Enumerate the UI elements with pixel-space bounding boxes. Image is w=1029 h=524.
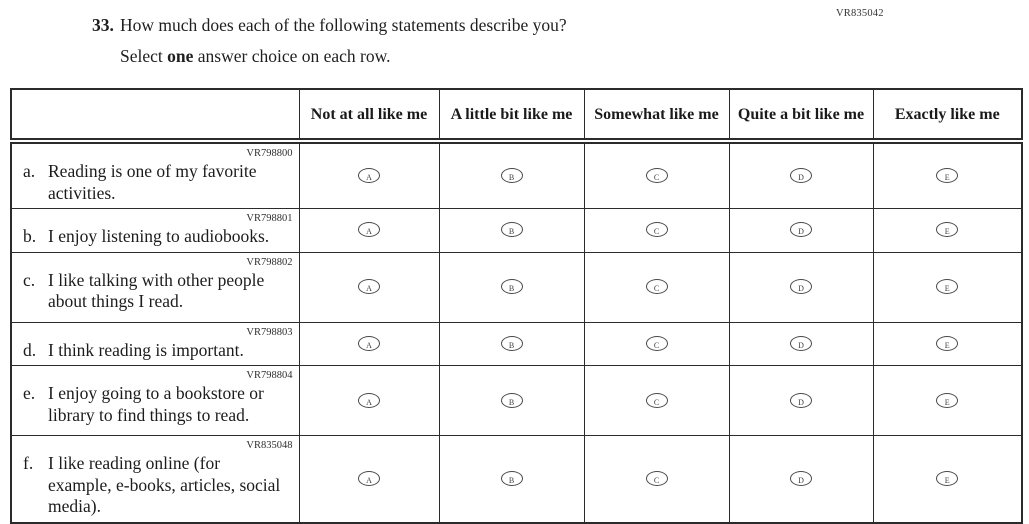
- answer-bubble-d[interactable]: D: [790, 336, 812, 351]
- row-statement-text: I enjoy going to a bookstore or library to find things to read.: [48, 383, 264, 425]
- instruction-prefix: Select: [120, 46, 168, 66]
- table-row: [11, 141, 1022, 209]
- statement: [13, 339, 298, 365]
- answer-bubble-c[interactable]: C: [646, 471, 668, 486]
- question-line: [92, 15, 567, 36]
- answer-bubble-c[interactable]: C: [646, 393, 668, 408]
- option-cell: [439, 209, 584, 253]
- option-cell: [299, 209, 439, 253]
- instruction-bold: one: [167, 46, 194, 66]
- option-cell: [439, 141, 584, 209]
- option-cell: [584, 436, 729, 523]
- answer-bubble-e[interactable]: E: [936, 336, 958, 351]
- option-cell: [439, 322, 584, 366]
- header-row: [11, 89, 1022, 141]
- survey-table: [10, 88, 1023, 524]
- option-cell: [584, 209, 729, 253]
- row-statement-text: I like talking with other people about things I read.: [48, 269, 265, 311]
- option-cell: [873, 322, 1022, 366]
- answer-bubble-e[interactable]: E: [936, 471, 958, 486]
- question-text: How much does each of the following statements describe you?: [120, 15, 567, 35]
- row-letter: d.: [23, 339, 37, 360]
- answer-bubble-e[interactable]: E: [936, 279, 958, 294]
- answer-bubble-b[interactable]: B: [501, 393, 523, 408]
- option-cell: [299, 322, 439, 366]
- option-cell: [584, 322, 729, 366]
- answer-bubble-c[interactable]: C: [646, 222, 668, 237]
- answer-bubble-e[interactable]: E: [936, 222, 958, 237]
- option-cell: [439, 366, 584, 436]
- answer-bubble-b[interactable]: B: [501, 168, 523, 183]
- statement-cell: [11, 366, 299, 436]
- instruction-suffix: answer choice on each row.: [193, 46, 391, 66]
- row-code: VR798802: [246, 256, 293, 268]
- row-code: VR835048: [246, 440, 293, 451]
- option-cell: [584, 252, 729, 322]
- statement-cell: [11, 436, 299, 523]
- answer-bubble-d[interactable]: D: [790, 222, 812, 237]
- row-letter: c.: [23, 269, 36, 290]
- row-code: VR798801: [246, 213, 293, 224]
- statement: [13, 160, 298, 207]
- instruction-line: [120, 46, 567, 67]
- option-cell: [729, 366, 873, 436]
- row-statement-text: Reading is one of my favorite activities.: [48, 161, 257, 203]
- table-row: [11, 322, 1022, 366]
- answer-bubble-c[interactable]: C: [646, 168, 668, 183]
- row-statement-text: I enjoy listening to audiobooks.: [48, 226, 270, 246]
- table-row: [11, 209, 1022, 253]
- answer-bubble-a[interactable]: A: [358, 471, 380, 486]
- statement-cell: [11, 252, 299, 322]
- statement-cell: [11, 322, 299, 366]
- answer-bubble-d[interactable]: D: [790, 471, 812, 486]
- statement: [13, 382, 298, 429]
- statement: [13, 452, 298, 521]
- option-cell: [729, 209, 873, 253]
- option-cell: [873, 366, 1022, 436]
- answer-bubble-a[interactable]: A: [358, 336, 380, 351]
- answer-bubble-a[interactable]: A: [358, 393, 380, 408]
- answer-bubble-a[interactable]: A: [358, 168, 380, 183]
- statement-cell: [11, 141, 299, 209]
- column-header-somewhat: Somewhat like me: [584, 89, 729, 141]
- column-header-a-little-bit: A little bit like me: [439, 89, 584, 141]
- option-cell: [299, 141, 439, 209]
- row-letter: a.: [23, 161, 36, 181]
- row-statement-text: I like reading online (for example, e-books, articles, social media).: [48, 453, 281, 516]
- answer-bubble-c[interactable]: C: [646, 279, 668, 294]
- answer-bubble-a[interactable]: A: [358, 222, 380, 237]
- row-statement-text: I think reading is important.: [48, 339, 244, 360]
- answer-bubble-c[interactable]: C: [646, 336, 668, 351]
- row-letter: e.: [23, 383, 36, 403]
- answer-bubble-a[interactable]: A: [358, 279, 380, 294]
- option-cell: [873, 436, 1022, 523]
- option-cell: [439, 252, 584, 322]
- answer-bubble-d[interactable]: D: [790, 393, 812, 408]
- option-cell: [729, 436, 873, 523]
- option-cell: [729, 141, 873, 209]
- statement-cell: [11, 209, 299, 253]
- option-cell: [299, 252, 439, 322]
- option-cell: [873, 252, 1022, 322]
- table-row: [11, 366, 1022, 436]
- table-row: [11, 436, 1022, 523]
- option-cell: [873, 141, 1022, 209]
- answer-bubble-e[interactable]: E: [936, 168, 958, 183]
- option-cell: [729, 252, 873, 322]
- answer-bubble-b[interactable]: B: [501, 471, 523, 486]
- option-cell: [299, 366, 439, 436]
- row-code: VR798804: [246, 370, 293, 381]
- column-header-quite-a-bit: Quite a bit like me: [729, 89, 873, 141]
- empty-header-cell: [11, 89, 299, 141]
- column-header-exactly: Exactly like me: [873, 89, 1022, 141]
- row-code: VR798803: [246, 326, 293, 338]
- question-block: [92, 15, 567, 67]
- answer-bubble-d[interactable]: D: [790, 168, 812, 183]
- row-letter: b.: [23, 226, 37, 246]
- answer-bubble-b[interactable]: B: [501, 279, 523, 294]
- statement: [13, 225, 298, 251]
- form-code: VR835042: [836, 8, 884, 19]
- option-cell: [873, 209, 1022, 253]
- option-cell: [439, 436, 584, 523]
- question-number: 33.: [92, 15, 114, 35]
- option-cell: [299, 436, 439, 523]
- row-code: VR798800: [246, 148, 293, 159]
- option-cell: [584, 366, 729, 436]
- answer-bubble-b[interactable]: B: [501, 336, 523, 351]
- column-header-not-at-all: Not at all like me: [299, 89, 439, 141]
- option-cell: [729, 322, 873, 366]
- row-letter: f.: [23, 453, 34, 473]
- answer-bubble-e[interactable]: E: [936, 393, 958, 408]
- answer-bubble-d[interactable]: D: [790, 279, 812, 294]
- statement: [13, 269, 298, 316]
- option-cell: [584, 141, 729, 209]
- table-row: [11, 252, 1022, 322]
- answer-bubble-b[interactable]: B: [501, 222, 523, 237]
